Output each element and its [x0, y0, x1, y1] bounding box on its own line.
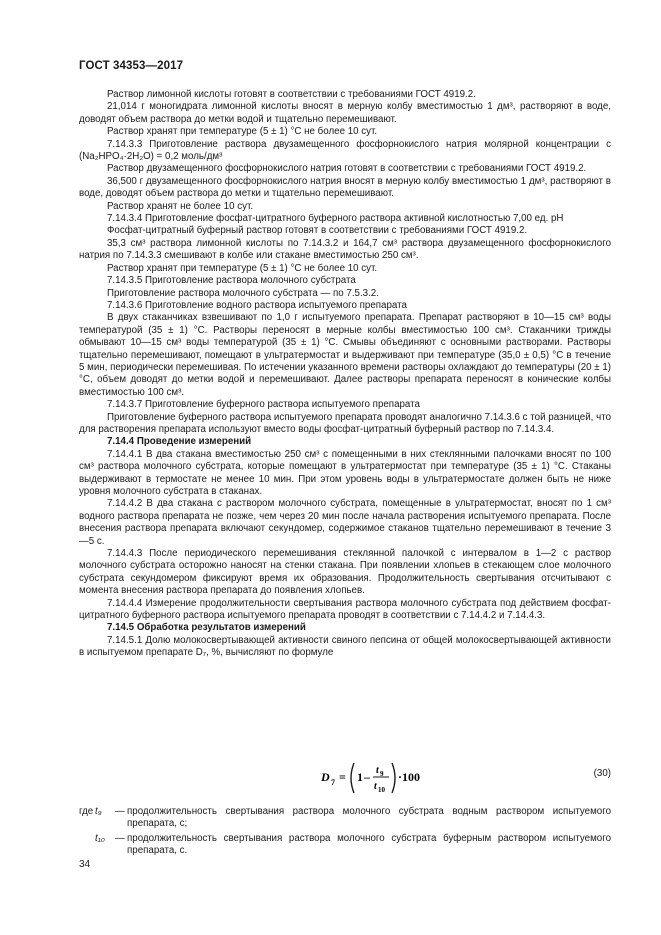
paragraph: 7.14.3.4 Приготовление фосфат-цитратного буферного раствора активной кислотностью 7,00 ед. pH: [107, 213, 564, 225]
legend-symbol: t₉: [95, 806, 102, 817]
formula-equals: =: [339, 770, 346, 784]
formula-multiplier: ·100: [398, 770, 421, 784]
legend-text: продолжительность свертывания раствора молочного субстрата буферным раствором испытуемого препарата, с.: [127, 832, 611, 857]
formula-den: t: [374, 781, 377, 792]
formula-paren-right: [392, 763, 395, 793]
paragraph: Раствор хранят при температуре (5 ± 1) °С не более 10 сут.: [107, 126, 378, 138]
standard-header: ГОСТ 34353—2017: [79, 60, 184, 72]
paragraph: Фосфат-цитратный буферный раствор готовят в соответствии с требованиями ГОСТ 4919.2.: [107, 225, 528, 237]
paragraph: Раствор хранят при температуре (5 ± 1) °С не более 10 сут.: [107, 262, 378, 274]
formula-num-sub: 9: [380, 770, 384, 778]
formula-num: t: [376, 765, 379, 776]
paragraph: Приготовление буферного раствора испытуемого препарата проводят аналогично 7.14.3.6 с той разницей, что для растворения препарата используют вместо воды фосфат-цитратный буферный раствор по 7.14.3.4.: [79, 411, 611, 435]
formula-minus: –: [364, 770, 370, 784]
formula-den-sub: 10: [378, 786, 385, 794]
paragraph: Приготовление раствора молочного субстрата — по 7.5.3.2.: [107, 287, 379, 299]
legend-item: [79, 806, 611, 831]
formula-row: [79, 756, 611, 800]
paragraph: 7.14.4.4 Измерение продолжительности свертывания раствора молочного субстрата под действием фосфат-цитратного буферного раствора испытуемого препарата проводят в соответствии с 7.14.4.2 и 7.14.4.3.: [79, 597, 611, 622]
paragraph: 7.14.4.2 В два стакана с раствором молочного субстрата, помещенные в ультратермостат, вносят по 1 см³ водного раствора препарата не позже, чем через 20 мин после начала растворения испытуемого препарата. После внесения раствора препарата включают секундомер, содержимое стаканов тщательно перемешивают в течение 3—5 с.: [79, 498, 611, 547]
section-heading: 7.14.5 Обработка результатов измерений: [107, 622, 306, 634]
paragraph: 7.14.3.3 Приготовление раствора двузамещенного фосфорнокислого натрия молярной концентрации c (Na₂HPO₄·2H₂O) = 0,2 моль/дм³: [79, 138, 611, 163]
page-number: 34: [79, 859, 91, 870]
legend-dash: —: [115, 806, 125, 817]
formula-paren-left: [351, 763, 354, 793]
paragraph: Раствор двузамещенного фосфорнокислого натрия готовят в соответствии с требованиями ГОСТ 4919.2.: [107, 163, 587, 175]
paragraph: 21,014 г моногидрата лимонной кислоты вносят в мерную колбу вместимостью 1 дм³, растворяют в воде, доводят объем раствора до метки водой и тщательно перемешивают.: [79, 101, 611, 125]
legend-where: где: [79, 806, 94, 817]
section-heading: 7.14.4 Проведение измерений: [107, 436, 252, 448]
body-text: [79, 89, 611, 660]
paragraph: 7.14.3.5 Приготовление раствора молочного субстрата: [107, 275, 356, 287]
legend-text: продолжительность свертывания раствора молочного субстрата водным раствором испытуемого препарата, с;: [127, 806, 611, 830]
paragraph: Раствор хранят не более 10 сут.: [107, 200, 254, 212]
equation-number: (30): [593, 768, 611, 779]
paragraph: 7.14.3.7 Приготовление буферного раствора испытуемого препарата: [107, 399, 420, 411]
paragraph: Раствор лимонной кислоты готовят в соответствии с требованиями ГОСТ 4919.2.: [107, 89, 476, 100]
paragraph: 7.14.3.6 Приготовление водного раствора испытуемого препарата: [107, 299, 407, 311]
formula-lhs: D: [321, 770, 330, 784]
formula-one: 1: [357, 770, 363, 784]
formula: [321, 759, 431, 801]
legend-dash: —: [115, 832, 125, 844]
legend-item: [79, 833, 611, 858]
legend-symbol: t₁₀: [95, 832, 105, 844]
paragraph: 7.14.5.1 Долю молокосвертывающей активности свиного пепсина от общей молокосвертывающей активности в испытуемом препарате D₇, %, вычисляют по формуле: [79, 634, 611, 659]
formula-legend: [79, 806, 611, 860]
formula-svg: [321, 759, 431, 797]
formula-lhs-sub: 7: [331, 778, 335, 787]
paragraph: 7.14.4.1 В два стакана вместимостью 250 см³ с помещенными в них стеклянными палочками вносят по 100 см³ раствора молочного субстрата, которые помещают в ультратермостат при температуре (35 ± 1) °С. Стаканы выдерживают в термостате не менее 10 мин. При этом уровень воды в ультратермостате должен быть не ниже уровня молочного субстрата в стаканах.: [79, 448, 611, 497]
paragraph: В двух стаканчиках взвешивают по 1,0 г испытуемого препарата. Препарат растворяют в 10—15 см³ воды температурой (35 ± 1) °С. Растворы переносят в мерные колбы вместимостью 100 см³. Стаканчики трижды обмывают 10—15 см³ воды температурой (35 ± 1) °С. Смывы объединяют с основными растворами. Растворы тщательно перемешивают, помещают в ультратермостат и выдерживают при температуре (35,0 ± 0,5) °С в течение 5 мин, периодически перемешивая. По истечении указанного времени растворы охлаждают до температуры (20 ± 1) °С, объем доводят до метки водой и перемешивают. Далее растворы препарата переносят в конические колбы вместимостью 100 см³.: [79, 312, 611, 398]
paragraph: 7.14.4.3 После периодического перемешивания стеклянной палочкой с интервалом в 1—2 с раствор молочного субстрата осторожно наносят на стенки стакана. При появлении хлопьев в стекающем слое молочного субстрата секундомером фиксируют время их образования. Продолжительность свертывания отсчитывают с момента внесения раствора препарата до появления хлопьев.: [79, 548, 611, 597]
paragraph: 35,3 см³ раствора лимонной кислоты по 7.14.3.2 и 164,7 см³ раствора двузамещенного фосфорнокислого натрия по 7.14.3.3 смешивают в колбе или стакане вместимостью 250 см³.: [79, 237, 611, 262]
paragraph: 36,500 г двузамещенного фосфорнокислого натрия вносят в мерную колбу вместимостью 1 дм³, растворяют в воде, доводят объем раствора до метки и тщательно перемешивают.: [79, 175, 611, 200]
